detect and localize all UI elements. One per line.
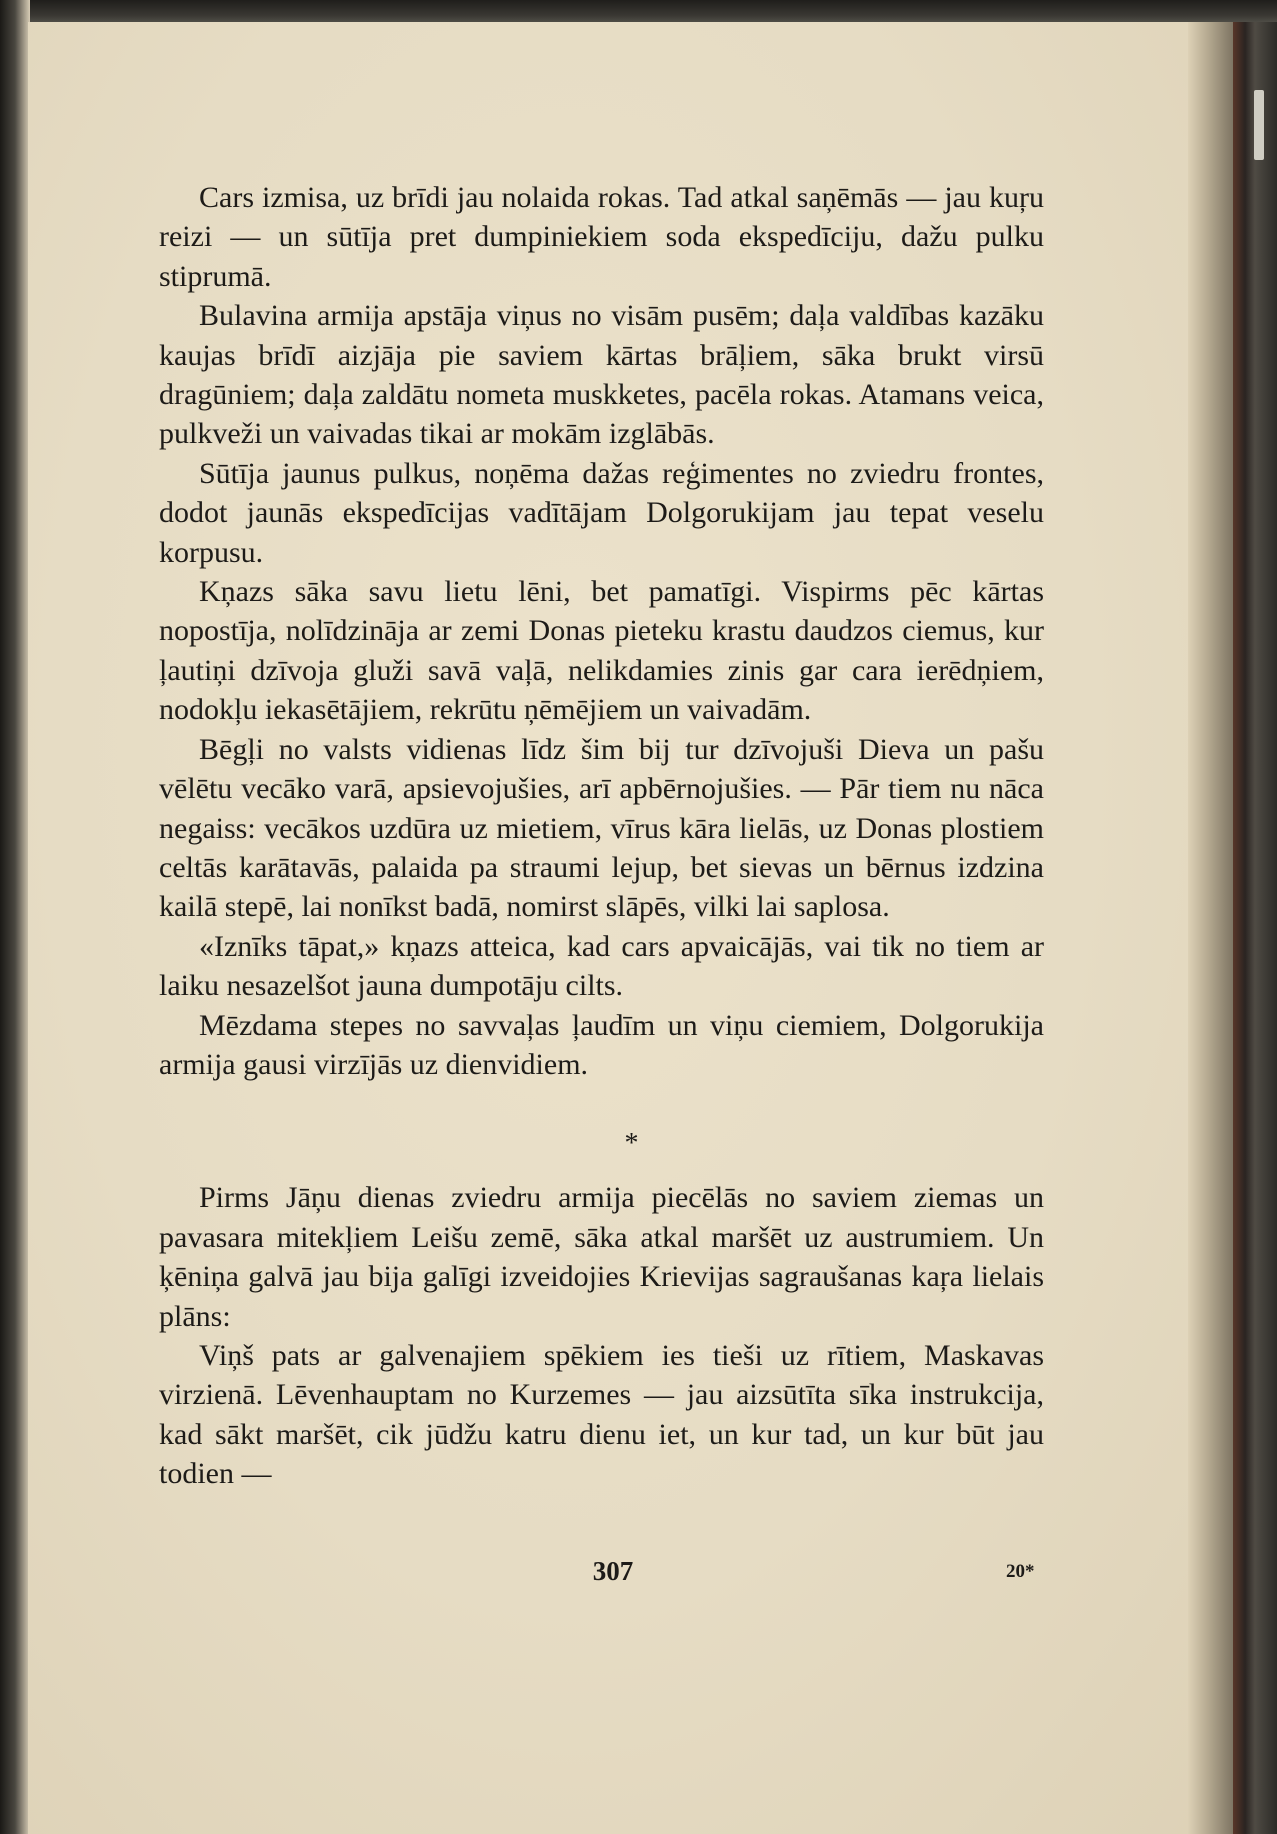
book-left-edge	[0, 0, 30, 1834]
page-text	[159, 178, 1044, 1494]
section-separator: *	[624, 1128, 639, 1160]
page-number: 307	[592, 1556, 634, 1586]
paragraph: Bulavina armija apstāja viņus no visām pusēm; daļa valdības kazāku kaujas brīdī aizjāja pie saviem kārtas brāļiem, sāka brukt virsū dragūniem; daļa zaldātu nometa muskketes, pacēla rokas. Atamans veica, pulkveži un vaivadas tikai ar mokām izglābās.	[159, 299, 1044, 451]
paragraph: Pirms Jāņu dienas zviedru armija piecēlās no saviem ziemas un pavasara mitekļiem Leišu zemē, sāka atkal maršēt uz austrumiem. Un ķēniņa galvā jau bija galīgi izveidojies Krievijas sagraušanas kaŗa lielais plāns:	[159, 1181, 1044, 1333]
paragraph: Sūtīja jaunus pulkus, noņēma dažas reģimentes no zviedru frontes, dodot jaunās ekspedīcijas vadītājam Dolgorukijam jau tepat veselu korpusu.	[159, 456, 1044, 569]
paragraph: Viņš pats ar galvenajiem spēkiem ies tieši uz rītiem, Maskavas virzienā. Lēvenhauptam no Kurzemes — jau aizsūtīta sīka instrukcija, kad sākt maršēt, cik jūdžu katru dienu iet, un kur tad, un kur būt jau todien —	[159, 1338, 1044, 1491]
book-spine	[1228, 22, 1277, 1834]
spine-highlight	[1254, 90, 1264, 160]
paragraph: Mēzdama stepes no savvaļas ļaudīm un viņu ciemiem, Dolgorukija armija gausi virzījās uz dienvidiem.	[159, 1008, 1044, 1081]
page-gutter-shadow	[1188, 22, 1233, 1834]
paragraph: Bēgļi no valsts vidienas līdz šim bij tur dzīvojuši Dieva un pašu vēlētu vecāko varā, apsievojušies, arī apbērnojušies. — Pār tiem nu nāca negaiss: vecākos uzdūra uz mietiem, vīrus kāra lielās, uz Donas plostiem celtās karātavās, palaida pa straumi lejup, bet sievas un bērnus izdzina kailā stepē, lai nonīkst badā, nomirst slāpēs, vilki lai saplosa.	[159, 732, 1044, 924]
paragraph: Cars izmisa, uz brīdi jau nolaida rokas. Tad atkal saņēmās — jau kuŗu reizi — un sūtīja pret dumpiniekiem soda ekspedīciju, dažu pulku stiprumā.	[159, 181, 1044, 293]
signature-mark: 20*	[1006, 1561, 1035, 1582]
paragraph: Kņazs sāka savu lietu lēni, bet pamatīgi. Vispirms pēc kārtas nopostīja, nolīdzināja ar zemi Donas pieteku krastu daudzos ciemus, kur ļautiņi dzīvoja gluži savā vaļā, nelikdamies zinis gar cara ierēdņiem, nodokļu iekasētājiem, rekrūtu ņēmējiem un vaivadām.	[159, 575, 1044, 727]
paragraph: «Iznīks tāpat,» kņazs atteica, kad cars apvaicājās, vai tik no tiem ar laiku nesazelšot jauna dumpotāju cilts.	[159, 929, 1044, 1003]
